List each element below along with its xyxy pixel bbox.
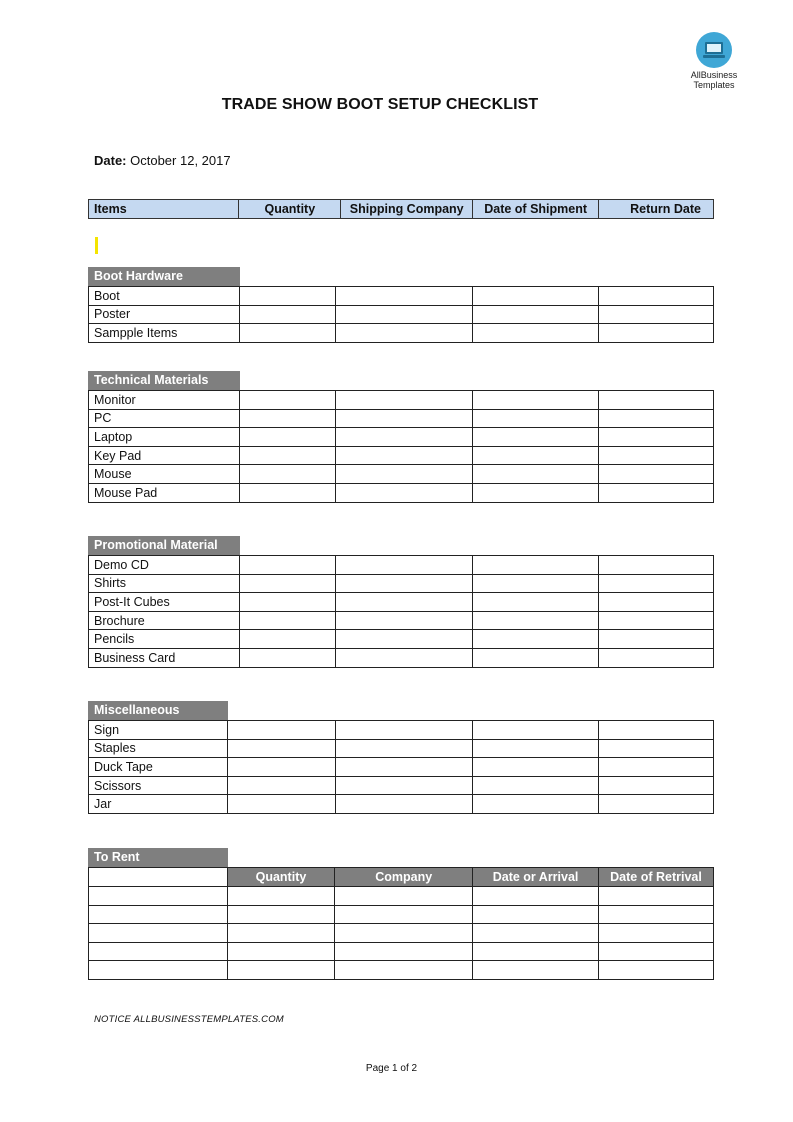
cell[interactable] — [335, 905, 473, 924]
section-title-hardware: Boot Hardware — [88, 267, 240, 286]
table-row — [89, 305, 714, 324]
date-label: Date: — [94, 153, 127, 168]
cell[interactable] — [473, 428, 599, 447]
cell[interactable] — [473, 739, 599, 758]
cell[interactable] — [239, 428, 335, 447]
table-row — [89, 483, 714, 502]
cell[interactable] — [335, 574, 473, 593]
table-row — [89, 391, 714, 410]
table-row — [89, 324, 714, 343]
cell[interactable] — [335, 776, 473, 795]
cell[interactable] — [227, 924, 335, 943]
rent-header-date-arrival: Date or Arrival — [473, 868, 599, 887]
table-row — [89, 721, 714, 740]
item-label: Business Card — [89, 648, 240, 667]
item-label: PC — [89, 409, 240, 428]
cell[interactable] — [239, 409, 335, 428]
cell[interactable] — [335, 924, 473, 943]
misc-table — [88, 720, 714, 814]
cell[interactable] — [599, 611, 714, 630]
cell[interactable] — [335, 324, 473, 343]
cell[interactable] — [599, 630, 714, 649]
cell[interactable] — [335, 556, 473, 575]
page-number: Page 1 of 2 — [365, 1063, 418, 1074]
cell[interactable] — [599, 428, 714, 447]
header-shipping-company: Shipping Company — [341, 200, 473, 219]
cell[interactable] — [335, 287, 473, 306]
cell[interactable] — [227, 887, 335, 906]
cell[interactable] — [335, 391, 473, 410]
item-label: Key Pad — [89, 446, 240, 465]
cell[interactable] — [227, 905, 335, 924]
cell[interactable] — [335, 721, 473, 740]
cell[interactable] — [227, 942, 335, 961]
cell[interactable] — [473, 611, 599, 630]
cell[interactable] — [335, 795, 473, 814]
cell[interactable] — [473, 924, 599, 943]
table-row — [89, 556, 714, 575]
cell[interactable] — [599, 758, 714, 777]
cell[interactable] — [599, 593, 714, 612]
item-label: Laptop — [89, 428, 240, 447]
cell[interactable] — [335, 648, 473, 667]
cell[interactable] — [239, 574, 335, 593]
cell[interactable] — [239, 648, 335, 667]
cell[interactable] — [599, 648, 714, 667]
cell[interactable] — [599, 305, 714, 324]
item-label: Sign — [89, 721, 228, 740]
item-label: Staples — [89, 739, 228, 758]
cell[interactable] — [599, 574, 714, 593]
text-cursor — [95, 237, 98, 254]
table-row — [89, 409, 714, 428]
cell[interactable] — [335, 887, 473, 906]
cell[interactable] — [473, 942, 599, 961]
item-label: Monitor — [89, 391, 240, 410]
cell[interactable] — [599, 942, 714, 961]
cell[interactable] — [89, 961, 228, 980]
item-label: Pencils — [89, 630, 240, 649]
cell[interactable] — [473, 409, 599, 428]
rent-header-quantity: Quantity — [227, 868, 335, 887]
rent-header-date-retrival: Date of Retrival — [599, 868, 714, 887]
cell[interactable] — [473, 887, 599, 906]
cell[interactable] — [239, 556, 335, 575]
cell[interactable] — [599, 887, 714, 906]
cell[interactable] — [239, 287, 335, 306]
cell[interactable] — [227, 739, 335, 758]
item-label: Brochure — [89, 611, 240, 630]
table-row — [89, 942, 714, 961]
cell[interactable] — [473, 324, 599, 343]
cell[interactable] — [335, 611, 473, 630]
cell[interactable] — [473, 574, 599, 593]
cell[interactable] — [335, 446, 473, 465]
technical-table — [88, 390, 714, 503]
table-row — [89, 428, 714, 447]
cell[interactable] — [473, 305, 599, 324]
cell[interactable] — [473, 795, 599, 814]
cell[interactable] — [599, 776, 714, 795]
cell[interactable] — [473, 593, 599, 612]
cell[interactable] — [473, 721, 599, 740]
brand-logo — [686, 32, 742, 90]
cell[interactable] — [227, 776, 335, 795]
cell[interactable] — [227, 795, 335, 814]
cell[interactable] — [335, 942, 473, 961]
cell[interactable] — [473, 630, 599, 649]
cell[interactable] — [239, 593, 335, 612]
cell[interactable] — [599, 961, 714, 980]
item-label: Shirts — [89, 574, 240, 593]
logo-line-1: AllBusiness — [690, 70, 738, 80]
cell[interactable] — [473, 483, 599, 502]
table-row — [89, 287, 714, 306]
table-row — [89, 795, 714, 814]
header-items: Items — [89, 200, 239, 219]
cell[interactable] — [89, 905, 228, 924]
table-row — [89, 593, 714, 612]
cell[interactable] — [335, 465, 473, 484]
cell[interactable] — [473, 287, 599, 306]
table-row — [89, 611, 714, 630]
cell[interactable] — [473, 648, 599, 667]
item-label: Poster — [89, 305, 240, 324]
item-label: Sampple Items — [89, 324, 240, 343]
table-row — [89, 905, 714, 924]
section-title-misc: Miscellaneous — [88, 701, 228, 720]
cell[interactable] — [599, 924, 714, 943]
cell[interactable] — [599, 905, 714, 924]
table-row — [89, 758, 714, 777]
item-label: Post-It Cubes — [89, 593, 240, 612]
cell[interactable] — [473, 391, 599, 410]
cell[interactable] — [599, 483, 714, 502]
cell[interactable] — [335, 483, 473, 502]
table-row — [89, 887, 714, 906]
cell[interactable] — [473, 776, 599, 795]
promotional-table — [88, 555, 714, 668]
table-row — [89, 574, 714, 593]
item-label: Mouse Pad — [89, 483, 240, 502]
item-label: Scissors — [89, 776, 228, 795]
cell[interactable] — [227, 961, 335, 980]
rent-table — [88, 867, 714, 980]
cell[interactable] — [599, 446, 714, 465]
cell[interactable] — [473, 961, 599, 980]
item-label: Jar — [89, 795, 228, 814]
cell[interactable] — [599, 409, 714, 428]
cell[interactable] — [335, 739, 473, 758]
cell[interactable] — [239, 324, 335, 343]
cell[interactable] — [335, 630, 473, 649]
laptop-icon — [696, 32, 732, 68]
header-return-date: Return Date — [599, 200, 714, 219]
cell[interactable] — [335, 428, 473, 447]
cell[interactable] — [473, 446, 599, 465]
rent-header-blank — [89, 868, 228, 887]
item-label: Duck Tape — [89, 758, 228, 777]
section-title-promotional: Promotional Material — [88, 536, 240, 555]
cell[interactable] — [599, 795, 714, 814]
cell[interactable] — [599, 556, 714, 575]
table-row — [89, 776, 714, 795]
cell[interactable] — [599, 287, 714, 306]
logo-line-2: Templates — [693, 80, 735, 90]
header-date-of-shipment: Date of Shipment — [473, 200, 599, 219]
cell[interactable] — [239, 483, 335, 502]
section-title-technical: Technical Materials — [88, 371, 240, 390]
cell[interactable] — [599, 721, 714, 740]
cell[interactable] — [89, 887, 228, 906]
cell[interactable] — [239, 391, 335, 410]
date-value: October 12, 2017 — [126, 153, 231, 168]
table-row — [89, 648, 714, 667]
column-header-table — [88, 199, 714, 219]
section-title-rent: To Rent — [88, 848, 228, 867]
cell[interactable] — [473, 758, 599, 777]
item-label: Mouse — [89, 465, 240, 484]
cell[interactable] — [599, 324, 714, 343]
cell[interactable] — [599, 465, 714, 484]
table-row — [89, 739, 714, 758]
cell[interactable] — [335, 409, 473, 428]
item-label: Demo CD — [89, 556, 240, 575]
footer-notice: NOTICE ALLBUSINESSTEMPLATES.COM — [94, 1014, 284, 1025]
cell[interactable] — [239, 630, 335, 649]
cell[interactable] — [239, 611, 335, 630]
cell[interactable] — [473, 905, 599, 924]
item-label: Boot — [89, 287, 240, 306]
table-row — [89, 924, 714, 943]
cell[interactable] — [335, 593, 473, 612]
header-quantity: Quantity — [239, 200, 341, 219]
cell[interactable] — [89, 924, 228, 943]
table-row — [89, 630, 714, 649]
cell[interactable] — [335, 305, 473, 324]
rent-header-company: Company — [335, 868, 473, 887]
hardware-table — [88, 286, 714, 343]
document-title: TRADE SHOW BOOT SETUP CHECKLIST — [221, 96, 539, 113]
cell[interactable] — [239, 305, 335, 324]
cell[interactable] — [227, 758, 335, 777]
cell[interactable] — [599, 391, 714, 410]
cell[interactable] — [473, 465, 599, 484]
table-row — [89, 446, 714, 465]
date-line — [94, 153, 231, 168]
cell[interactable] — [239, 465, 335, 484]
cell[interactable] — [335, 758, 473, 777]
cell[interactable] — [239, 446, 335, 465]
rent-header-row — [89, 868, 714, 887]
table-row — [89, 465, 714, 484]
cell[interactable] — [335, 961, 473, 980]
cell[interactable] — [227, 721, 335, 740]
cell[interactable] — [473, 556, 599, 575]
table-row — [89, 961, 714, 980]
cell[interactable] — [89, 942, 228, 961]
cell[interactable] — [599, 739, 714, 758]
